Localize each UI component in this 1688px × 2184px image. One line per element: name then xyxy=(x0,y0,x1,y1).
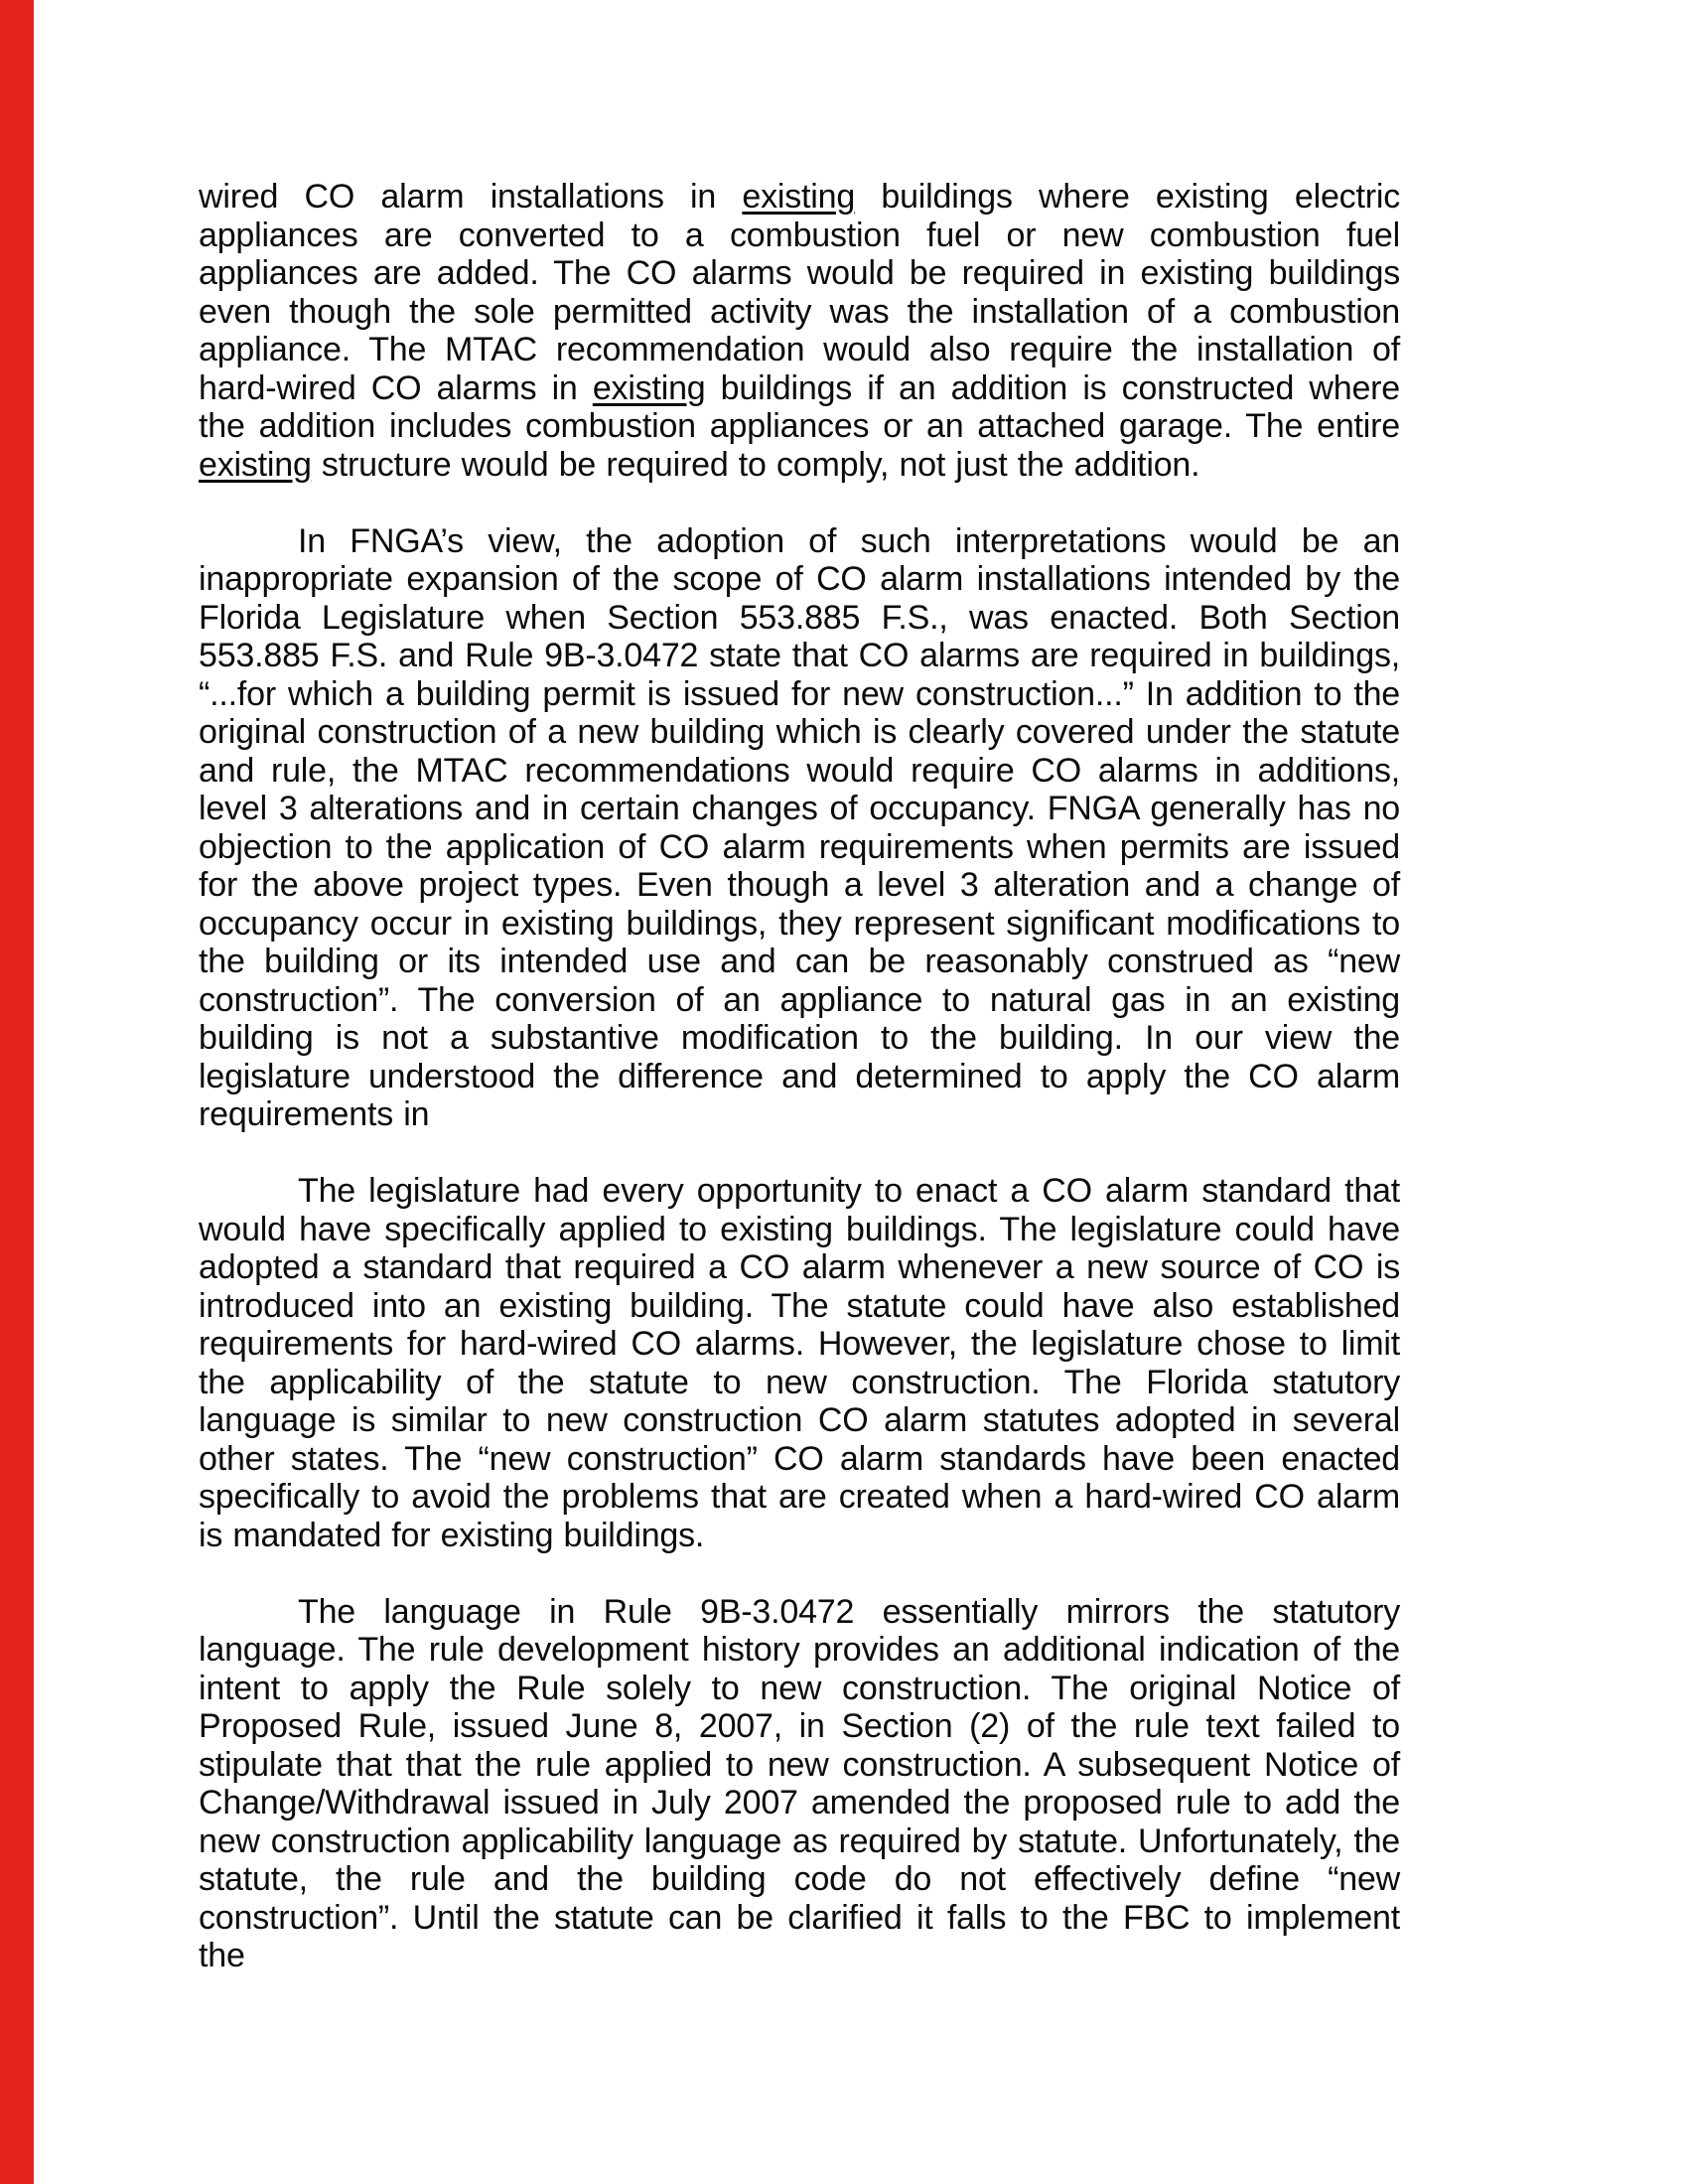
document-body xyxy=(199,178,1400,1975)
underlined-text: existing xyxy=(592,368,706,407)
text-run: The language in Rule 9B-3.0472 essentially mirrors the statutory language. The rule development history provides an additional indication of the intent to apply the Rule solely to new construction. The original Notice of Proposed Rule, issued June 8, 2007, in Section (2) of the rule text failed to stipulate that that the rule applied to new construction. A subsequent Notice of Change/Withdrawal issued in July 2007 amended the proposed rule to add the new construction applicability language as required by statute. Unfortunately, the statute, the rule and the building code do not effectively define “new construction”. Until the statute can be clarified it falls to the FBC to implement the xyxy=(199,1592,1400,1974)
text-run: The legislature had every opportunity to enact a CO alarm standard that would have specifically applied to existing buildings. The legislature could have adopted a standard that required a CO alarm whenever a new source of CO is introduced into an existing building. The statute could have also established requirements for hard-wired CO alarms. However, the legislature chose to limit the applicability of the statute to new construction. The Florida statutory language is similar to new construction CO alarm statutes adopted in several other states. The “new construction” CO alarm standards have been enacted specifically to avoid the problems that are created when a hard-wired CO alarm is mandated for existing buildings. xyxy=(199,1172,1400,1554)
paragraph xyxy=(199,1593,1400,1975)
text-run: structure would be required to comply, not just the addition. xyxy=(311,445,1200,484)
text-run: wired CO alarm installations in xyxy=(199,178,743,216)
text-run: buildings if an addition is constructed where the addition includes combustion appliances or an attached garage. The entire xyxy=(199,368,1400,445)
paragraph xyxy=(199,1172,1400,1554)
underlined-text: existing xyxy=(199,445,312,484)
paragraph xyxy=(199,522,1400,1134)
scan-edge-strip xyxy=(0,0,34,2184)
underlined-text: existing xyxy=(742,178,856,216)
text-run: In FNGA’s view, the adoption of such interpretations would be an inappropriate expansion of the scope of CO alarm installations intended by the Florida Legislature when Section 553.885 F.S., was enacted. Both Section 553.885 F.S. and Rule 9B-3.0472 state that CO alarms are required in buildings, “...for which a building permit is issued for new construction...” In addition to the original construction of a new building which is clearly covered under the statute and rule, the MTAC recommendations would require CO alarms in additions, level 3 alterations and in certain changes of occupancy. FNGA generally has no objection to the application of CO alarm requirements when permits are issued for the above project types. Even though a level 3 alteration and a change of occupancy occur in existing buildings, they represent significant modifications to the building or its intended use and can be reasonably construed as “new construction”. The conversion of an appliance to natural gas in an existing building is not a substantive modification to the building. In our view the legislature understood the difference and determined to apply the CO alarm requirements in xyxy=(199,521,1400,1133)
text-run: buildings where existing electric appliances are converted to a combustion fuel or new combustion fuel appliances are added. The CO alarms would be required in existing buildings even though the sole permitted activity was the installation of a combustion appliance. The MTAC recommendation would also require the installation of hard-wired CO alarms in xyxy=(199,178,1400,407)
paragraph xyxy=(199,178,1400,484)
